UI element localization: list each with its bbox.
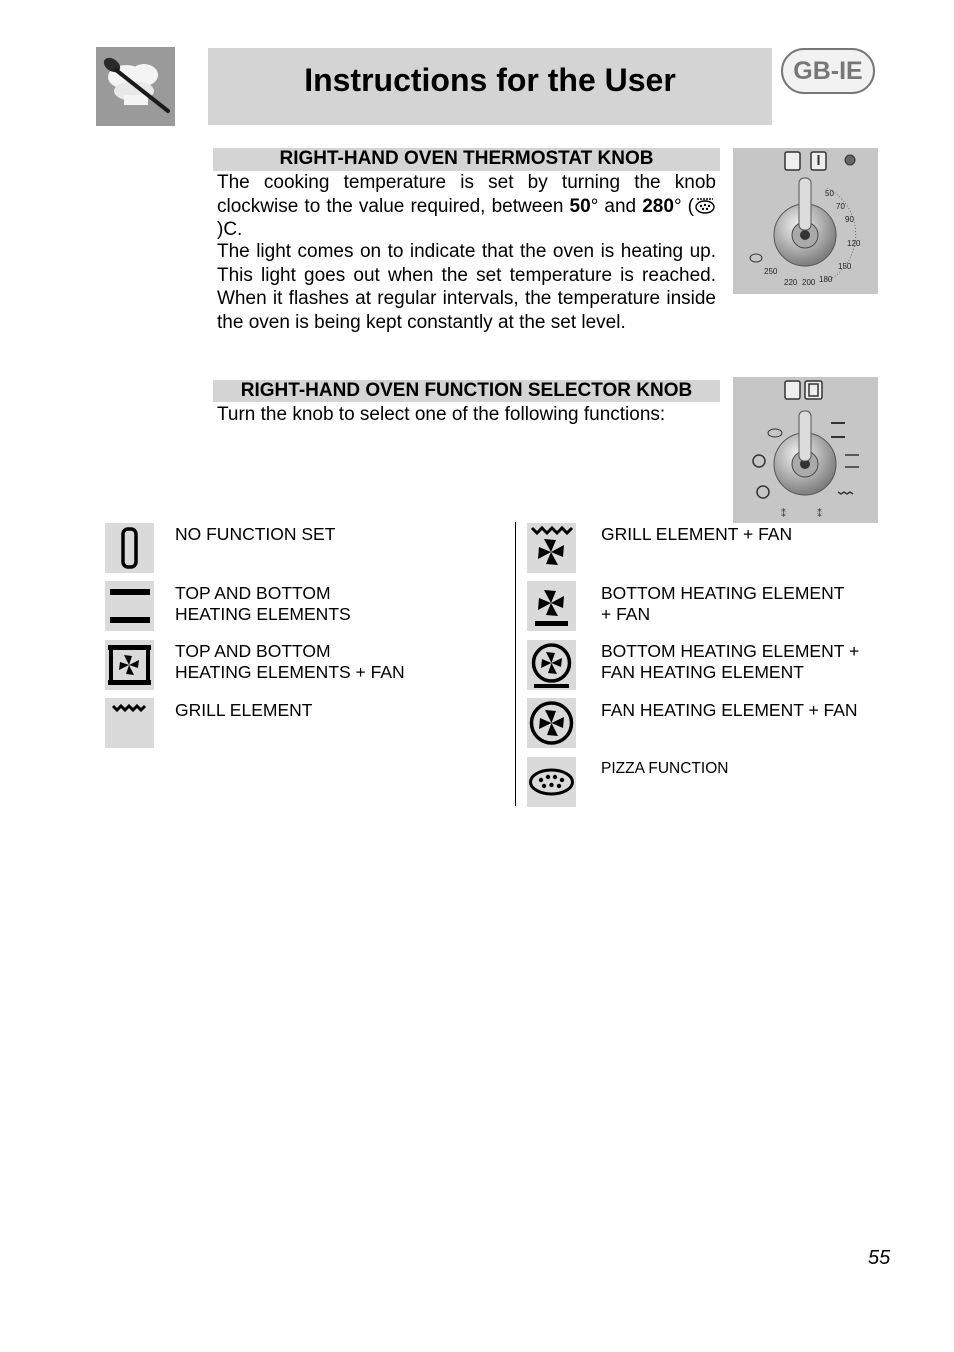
text-span: )C. [217,219,243,240]
text-span: ° ( [673,195,694,217]
top-bottom-elements-icon [105,581,154,631]
bottom-fan-icon [527,581,576,631]
function-label: TOP AND BOTTOM HEATING ELEMENTS [175,583,351,624]
function-label: PIZZA FUNCTION [601,760,729,777]
no-function-icon [105,523,154,573]
thermostat-paragraph-1 [217,171,716,242]
spoon-chef-hat-icon [96,47,175,126]
dial-label: 70 [836,202,845,211]
dial-label: 220 [784,278,798,287]
pizza-icon [527,757,576,807]
text-span: ° and [590,195,643,217]
dial-label: 150 [838,262,852,271]
column-divider [515,522,516,806]
dial-label: 90 [845,215,854,224]
page-title: Instructions for the User [304,62,676,98]
logo [96,47,175,126]
page-number: 55 [868,1247,891,1269]
language-badge: GB-IE [781,48,875,94]
thermostat-heading: RIGHT-HAND OVEN THERMOSTAT KNOB [213,148,720,171]
function-knob-image [733,377,878,523]
thermostat-paragraph-2: The light comes on to indicate that the oven is heating up. This light goes out when the set temperature is reached. When it flashes at regular intervals, the temperature inside the oven is being kept constantly at the set level. [217,241,716,333]
function-label: TOP AND BOTTOM HEATING ELEMENTS + FAN [175,641,405,682]
dial-label: 180 [819,275,833,284]
function-label: GRILL ELEMENT [175,700,313,720]
function-label: NO FUNCTION SET [175,524,336,544]
function-selector-intro: Turn the knob to select one of the following functions: [217,404,666,425]
dial-label: 250 [764,267,778,276]
text-span: The cooking temperature is set by turning the knob clockwise to the value required, between [217,172,716,217]
dial-label: 50 [825,189,834,198]
thermostat-knob-image [733,148,878,294]
svg-text:⁑: ⁑ [781,509,786,520]
fan-heating-fan-icon [527,698,576,748]
grill-icon [105,698,154,748]
max-temperature: 280 [642,195,674,217]
dial-label: 120 [847,239,861,248]
svg-text:⁑: ⁑ [817,509,822,520]
function-label: BOTTOM HEATING ELEMENT + FAN HEATING ELEMENT [601,641,860,682]
function-label: GRILL ELEMENT + FAN [601,524,793,544]
dial-label: 200 [802,278,816,287]
pizza-symbol-icon [694,196,716,215]
min-temperature: 50 [569,195,591,217]
function-label: BOTTOM HEATING ELEMENT + FAN [601,583,845,624]
thermostat-knob-icon [733,148,878,294]
bottom-fan-heating-icon [527,640,576,690]
top-bottom-fan-icon [105,640,154,690]
function-selector-heading: RIGHT-HAND OVEN FUNCTION SELECTOR KNOB [213,380,720,402]
grill-fan-icon [527,523,576,573]
function-knob-icon [733,377,878,523]
function-label: FAN HEATING ELEMENT + FAN [601,700,858,720]
